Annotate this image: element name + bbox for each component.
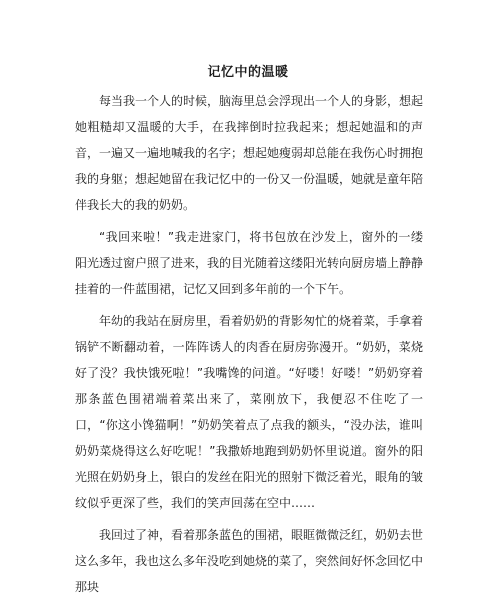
paragraph-2: “我回来啦！”我走进家门，将书包放在沙发上，窗外的一缕阳光透过窗户照了进来，我的目光随着这缕阳光转向厨房墙上静静挂着的一件蓝围裙，记忆又回到多年前的一个下午。 <box>75 230 424 296</box>
paragraph-3: 年幼的我站在厨房里，看着奶奶的背影匆忙的烧着菜，手拿着锅铲不断翻动着，一阵阵诱人的肉香在厨房弥漫开。“奶奶，菜烧好了没？我快饿死啦！”我嘴馋的问道。“好喽！好喽！”奶奶穿着那条蓝色围裙端着菜出来了，菜刚放下，我便忍不住吃了一口，“你这小馋猫啊！”奶奶笑着点了点我的额头，“没办法，谁叫奶奶菜烧得这么好吃呢！”我撒娇地跑到奶奶怀里说道。窗外的阳光照在奶奶身上，银白的发丝在阳光的照射下微泛着光，眼角的皱纹似乎更深了些，我们的笑声回荡在空中…… <box>75 314 424 510</box>
document-body <box>75 88 423 606</box>
document-title: 记忆中的温暖 <box>207 65 289 80</box>
paragraph-1: 每当我一个人的时候，脑海里总会浮现出一个人的身影，想起她粗糙却又温暖的大手，在我摔倒时拉我起来；想起她温和的声音，一遍又一遍地喊我的名字；想起她瘦弱却总能在我伤心时拥抱我的身躯；想起她留在我记忆中的一份又一份温暖，她就是童年陪伴我长大的我的奶奶。 <box>75 94 424 212</box>
paragraph-4: 我回过了神，看着那条蓝色的围裙，眼眶微微泛红，奶奶去世这么多年，我也这么多年没吃到她烧的菜了，突然间好怀念回忆中那块 <box>75 528 424 594</box>
